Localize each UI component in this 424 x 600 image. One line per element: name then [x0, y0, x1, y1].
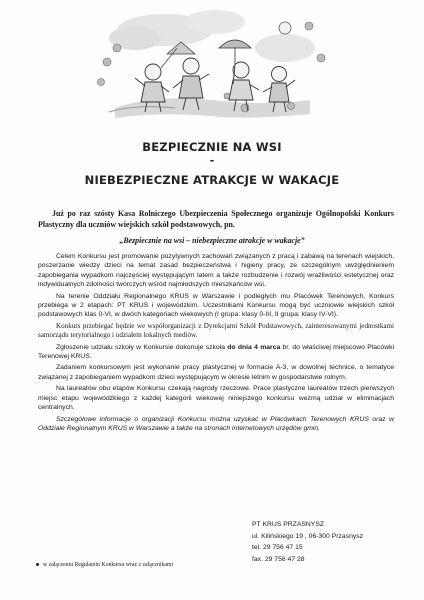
children-playing-illustration	[95, 8, 327, 126]
title-line-2: NIEBEZPIECZNE ATRAKCJE W WAKACJE	[84, 173, 340, 187]
contact-name: PT KRUS PRZASNYSZ	[252, 521, 325, 528]
bullet-icon	[36, 563, 39, 566]
attachment-note-text: w załączeniu Regulamin Konkursu wraz z załącznikami	[43, 562, 174, 568]
contest-motto: „Bezpiecznie na wsi – niebezpieczne atrakcje w wakacje”	[119, 236, 305, 245]
contact-address: ul. Kilińskiego 19 , 06-300 Przasnysz	[252, 532, 364, 540]
attachment-note	[36, 562, 173, 568]
title-separator: -	[209, 154, 215, 167]
title-line-1: BEZPIECZNIE NA WSI	[142, 140, 282, 154]
registration-text-end: br. do właściwej miejscowo Placówki Terenowej KRUS.	[38, 343, 395, 361]
paragraph-goal: Celem Konkursu jest promowanie pozytywnych zachowań związanych z pracą i zabawą na terenach wiejskich, poszerzanie wiedzy dzieci na temat zasad bezpieczeństwa i higieny pracy, ze szczególnym uwzględnieniem zapobiegania wypadkom najczęściej występującym latem a także rozbudzenie i rozwój wrażliwości estetycznej oraz indywidualnych zdolności twórczych wśród najmłodszych mieszkańców wsi.	[38, 253, 394, 289]
body-text	[38, 252, 394, 435]
paragraph-info: Szczegółowe informacje o organizacji Konkursu można uzyskać w Placówkach Terenowych KRUS oraz w Oddziale Regionalnym KRUS w Warszawie a także na stronach internetowych urzędów gmin.	[38, 415, 394, 432]
registration-text-start: Zgłoszenie udziału szkoły w Konkursie dokonuje szkoła	[56, 343, 228, 351]
paragraph-task: Zadaniem konkursowym jest wykonanie pracy plastycznej w formacie A-3, w dowolnej technice, o tematyce związanej z zapobieganiem wypadkom dzieci występującym w okresie letnim w gospodarstwie rolnym.	[38, 364, 394, 381]
contact-block	[252, 519, 412, 565]
registration-deadline: do dnia 4 marca	[227, 343, 281, 351]
paragraph-cooperation: Konkurs przebiegać będzie we współorganizacji z Dyrekcjami Szkół Podstawowych, zainteresowanymi jednostkami samorządu terytorialnego i udziałem lokalnych mediów.	[38, 321, 394, 340]
contact-phone: tel. 29 756 47 15	[252, 544, 303, 551]
paragraph-prizes: Na laureatów obu etapów Konkursu czekają nagrody rzeczowe. Prace plastyczne laureatów trzech pierwszych miejsc etapu wojewódzkiego z każdej kategorii wiekowej niniejszego konkursu wezmą udział w eliminacjach centralnych.	[38, 385, 394, 412]
paragraph-registration	[38, 343, 394, 362]
contact-fax: fax. 29 756 47 28	[252, 555, 305, 563]
paragraph-stages: Na terenie Oddziału Regionalnego KRUS w Warszawie i podległych mu Placówek Terenowych, Konkurs przebiega w 2 etapach: PT KRUS i wojewódzkim. Uczestnikami Konkursu mogą być uczniowie wiejskich szkół podstawowych klas 0-VI, w dwóch kategoriach wiekowych (I grupa: klasy 0-III, II grupa: klasy IV-VI).	[38, 292, 394, 319]
intro-paragraph: Już po raz szósty Kasa Rolniczego Ubezpieczenia Społecznego organizuje Ogólnopolski Konkurs Plastyczny dla uczniów wiejskich szkół podstawowych, pn.	[38, 209, 394, 229]
